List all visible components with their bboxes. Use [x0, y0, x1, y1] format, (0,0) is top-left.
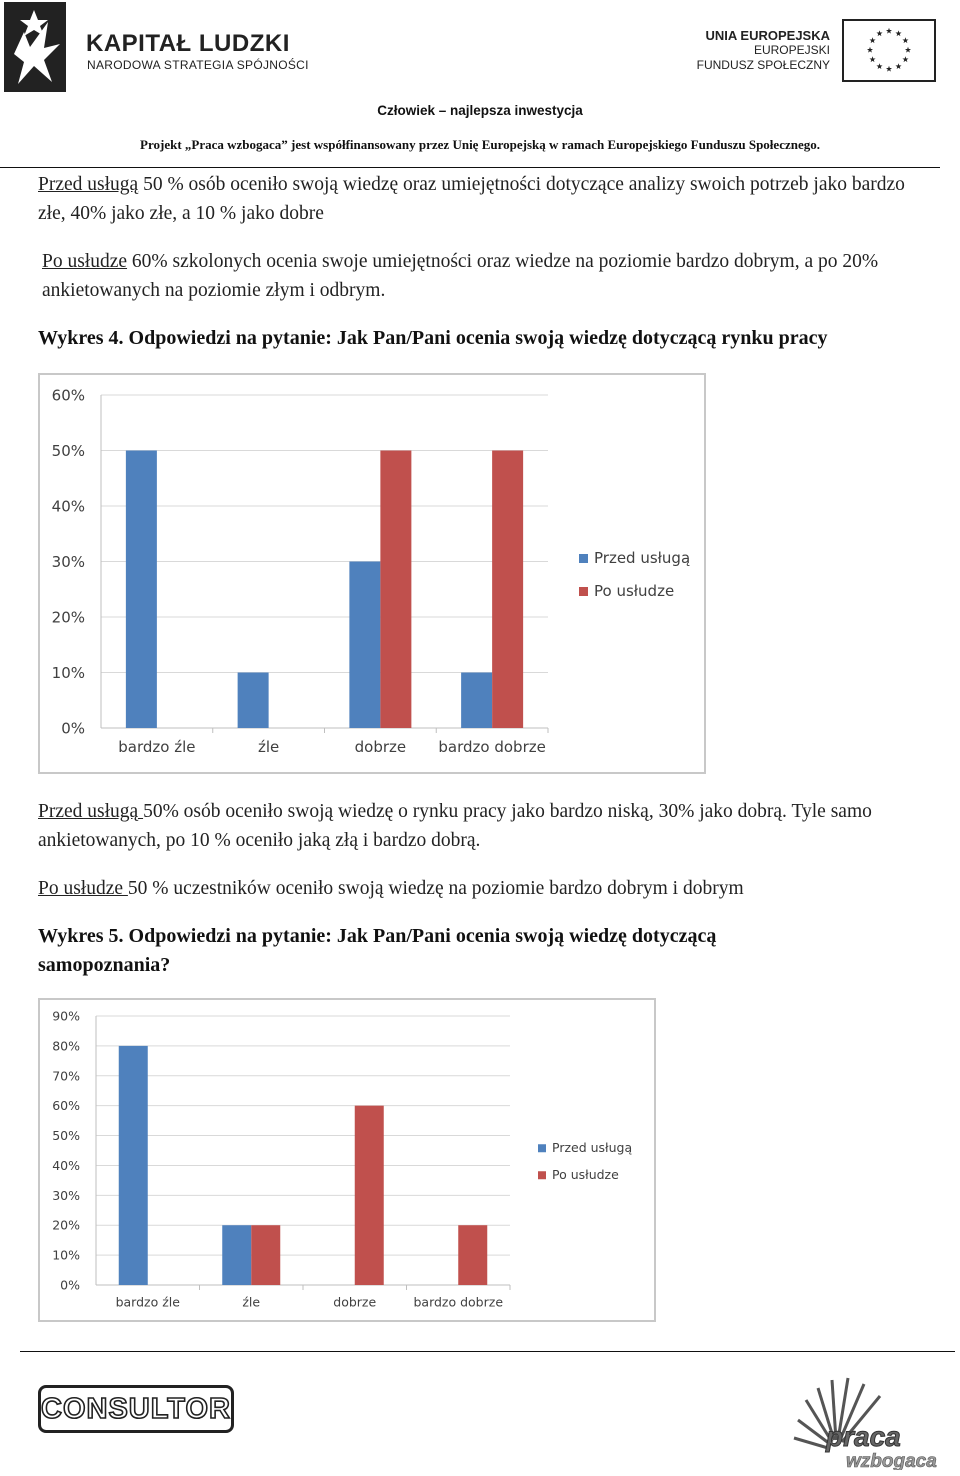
- paragraph-4-lead: Po usłudze: [38, 878, 128, 899]
- paragraph-1: [38, 170, 928, 228]
- bar-after: [251, 1225, 280, 1285]
- praca-word: praca: [826, 1421, 901, 1452]
- paragraph-1-text: 50 % osób oceniło swoją wiedzę oraz umiejętności dotyczące analizy swoich potrzeb jako bardzo złe, 40% jako złe, a 10 % jako dobre: [38, 174, 905, 224]
- chart-5-heading: Wykres 5. Odpowiedzi na pytanie: Jak Pan/Pani ocenia swoją wiedzę dotyczącą samopoznania?: [38, 925, 717, 976]
- eu-star: [905, 47, 911, 53]
- header-divider: [0, 167, 940, 168]
- y-tick-label: 80%: [52, 1038, 80, 1054]
- y-tick-label: 0%: [60, 1277, 80, 1293]
- legend-swatch: [579, 554, 588, 563]
- logo-subtitle: NARODOWA STRATEGIA SPÓJNOŚCI: [87, 58, 309, 72]
- bar-before: [126, 451, 157, 729]
- y-tick-label: 90%: [52, 1008, 80, 1024]
- eu-label: [697, 28, 830, 73]
- eu-star: [870, 37, 876, 43]
- y-tick-label: 30%: [51, 552, 85, 571]
- bar-before: [349, 562, 380, 729]
- wzbogaca-word: wzbogaca: [846, 1451, 937, 1470]
- page-header: [0, 0, 960, 170]
- eu-star: [886, 28, 892, 34]
- chart-4: [38, 373, 706, 774]
- eu-star: [886, 66, 892, 72]
- bar-after: [458, 1225, 487, 1285]
- eu-star: [870, 56, 876, 62]
- paragraph-3-text: 50% osób oceniło swoją wiedzę o rynku pracy jako bardzo niską, 30% jako dobrą. Tyle samo ankietowanych, po 10 % oceniło jaką złą i bardzo dobrą.: [38, 801, 872, 851]
- y-tick-label: 60%: [51, 386, 85, 405]
- eu-star: [876, 63, 882, 69]
- paragraph-3-lead: Przed usługą: [38, 801, 144, 822]
- paragraph-4: [38, 874, 928, 903]
- legend-label: Po usłudze: [552, 1167, 619, 1182]
- eu-star: [902, 56, 908, 62]
- bar-after: [355, 1106, 384, 1285]
- paragraph-2-text: 60% szkolonych ocenia swoje umiejętności oraz wiedze na poziomie bardzo dobrym, a po 20% ankietowanych na poziomie złym i odbrym.: [42, 251, 879, 301]
- chart-5-svg: [40, 1000, 654, 1320]
- eu-flag-icon: [842, 19, 936, 82]
- y-tick-label: 30%: [52, 1187, 80, 1203]
- eu-star: [895, 30, 901, 36]
- x-tick-label: źle: [242, 1294, 261, 1310]
- eu-line-3: FUNDUSZ SPOŁECZNY: [696, 58, 830, 72]
- eu-star: [876, 30, 882, 36]
- bar-before: [222, 1225, 251, 1285]
- eu-line-1: UNIA EUROPEJSKA: [705, 28, 830, 43]
- x-tick-label: bardzo dobrze: [438, 738, 546, 756]
- y-tick-label: 50%: [52, 1128, 80, 1144]
- y-tick-label: 10%: [52, 1247, 80, 1263]
- legend-swatch: [538, 1171, 546, 1179]
- bar-after: [492, 451, 523, 729]
- paragraph-2: [42, 247, 932, 305]
- kapital-ludzki-logo-icon: [4, 2, 66, 92]
- project-line: Projekt „Praca wzbogaca” jest współfinansowany przez Unię Europejską w ramach Europejskiego Funduszu Społecznego.: [140, 137, 820, 152]
- y-tick-label: 40%: [52, 1157, 80, 1173]
- praca-wzbogaca-logo-icon: [792, 1370, 958, 1470]
- paragraph-1-lead: Przed usługą: [38, 174, 139, 195]
- chart-5: [38, 998, 656, 1322]
- y-tick-label: 70%: [52, 1068, 80, 1084]
- logo-title: KAPITAŁ LUDZKI: [86, 30, 290, 57]
- x-tick-label: bardzo źle: [118, 738, 196, 756]
- x-tick-label: źle: [257, 738, 280, 756]
- y-tick-label: 40%: [51, 497, 85, 516]
- chart-4-heading: Wykres 4. Odpowiedzi na pytanie: Jak Pan/Pani ocenia swoją wiedzę dotyczącą rynku pracy: [38, 327, 828, 349]
- x-tick-label: bardzo dobrze: [413, 1294, 504, 1310]
- y-tick-label: 60%: [52, 1098, 80, 1114]
- legend-label: Przed usługą: [594, 549, 691, 567]
- x-tick-label: bardzo źle: [115, 1294, 180, 1310]
- x-tick-label: dobrze: [354, 738, 407, 756]
- eu-star: [902, 37, 908, 43]
- legend-swatch: [579, 587, 588, 596]
- bar-after: [380, 451, 411, 729]
- paragraph-3: [38, 797, 928, 855]
- paragraph-2-lead: Po usłudze: [42, 251, 128, 272]
- bar-before: [119, 1046, 148, 1285]
- bar-before: [238, 673, 269, 729]
- consultor-logo: CONSULTOR: [38, 1385, 234, 1433]
- y-tick-label: 0%: [61, 719, 85, 738]
- bar-before: [461, 673, 492, 729]
- chart-4-svg: [40, 375, 704, 772]
- legend-swatch: [538, 1144, 546, 1152]
- y-tick-label: 10%: [51, 663, 85, 682]
- eu-star: [895, 63, 901, 69]
- footer-divider: [20, 1351, 955, 1352]
- y-tick-label: 20%: [52, 1217, 80, 1233]
- x-tick-label: dobrze: [333, 1294, 377, 1310]
- eu-line-2: EUROPEJSKI: [753, 43, 830, 57]
- legend-label: Po usłudze: [594, 582, 675, 600]
- legend-label: Przed usługą: [552, 1140, 633, 1155]
- paragraph-4-text: 50 % uczestników oceniło swoją wiedzę na poziomie bardzo dobrym i dobrym: [127, 878, 744, 899]
- eu-star: [867, 47, 873, 53]
- y-tick-label: 20%: [51, 608, 85, 627]
- y-tick-label: 50%: [51, 441, 85, 460]
- tagline: Człowiek – najlepsza inwestycja: [377, 103, 583, 118]
